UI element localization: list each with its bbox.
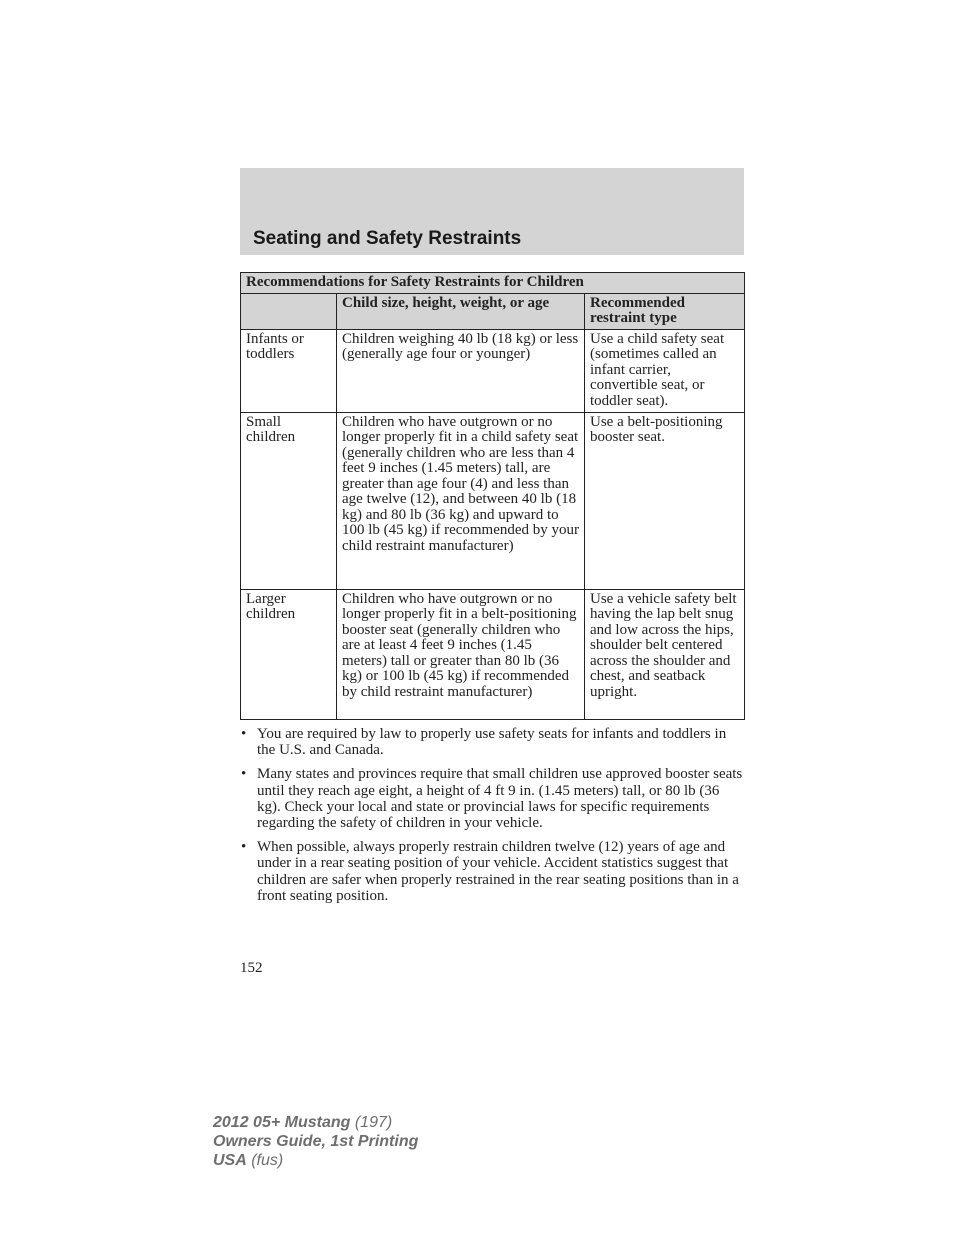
row-size: Children who have outgrown or no longer properly fit in a child safety seat (generally children who are less than 4 feet 9 inches (1.45 meters) tall, are greater than age four (4) and less than age twelve (12), and between 40 lb (18 kg) and 80 lb (36 kg) and upward to 100 lb (45 kg) if recommended by your child restraint manufacturer) bbox=[337, 412, 585, 589]
section-title: Seating and Safety Restraints bbox=[253, 228, 522, 249]
safety-notes-list bbox=[240, 726, 744, 912]
table-header-row bbox=[241, 293, 745, 329]
list-item-text: You are required by law to properly use safety seats for infants and toddlers in the U.S. and Canada. bbox=[257, 726, 727, 759]
row-category: Small children bbox=[241, 412, 337, 589]
row-restraint: Use a vehicle safety belt having the lap belt snug and low across the hips, shoulder belt centered across the shoulder and chest, and seatback upright. bbox=[585, 589, 745, 719]
list-item bbox=[240, 726, 744, 758]
list-item-text: When possible, always properly restrain children twelve (12) years of age and under in a rear seating position of your vehicle. Accident statistics suggest that children are safer when properly restrained in the rear seating positions than in a front seating position. bbox=[257, 839, 739, 904]
list-item bbox=[240, 766, 744, 831]
footer-model-code: (197) bbox=[350, 1114, 393, 1131]
footer-model: 2012 05+ Mustang bbox=[213, 1114, 351, 1131]
table-caption-row bbox=[241, 273, 745, 294]
row-restraint: Use a child safety seat (sometimes called an infant carrier, convertible seat, or toddler seat). bbox=[585, 329, 745, 412]
section-header-band bbox=[240, 168, 744, 255]
footer-line-model bbox=[213, 1113, 418, 1132]
footer-line-market bbox=[213, 1151, 418, 1170]
column-header-restraint: Recommended restraint type bbox=[585, 293, 745, 329]
column-header-size: Child size, height, weight, or age bbox=[337, 293, 585, 329]
table-caption: Recommendations for Safety Restraints for Children bbox=[241, 273, 745, 294]
footer-guide: Owners Guide, 1st Printing bbox=[213, 1133, 419, 1150]
list-item-text: Many states and provinces require that small children use approved booster seats until they reach age eight, a height of 4 ft 9 in. (1.45 meters) tall, or 80 lb (36 kg). Check your local and state or provincial laws for specific requirements regarding the safety of children in your vehicle. bbox=[257, 766, 743, 832]
row-category: Infants or toddlers bbox=[241, 329, 337, 412]
table-row bbox=[241, 589, 745, 719]
column-header-category bbox=[241, 293, 337, 329]
table-row bbox=[241, 412, 745, 589]
list-item bbox=[240, 839, 744, 904]
bullet-icon: • bbox=[241, 839, 247, 856]
page-number: 152 bbox=[240, 960, 263, 976]
bullet-icon: • bbox=[241, 766, 247, 783]
table-row bbox=[241, 329, 745, 412]
row-size: Children weighing 40 lb (18 kg) or less (generally age four or younger) bbox=[337, 329, 585, 412]
footer-line-guide bbox=[213, 1132, 418, 1151]
footer-market: USA bbox=[213, 1152, 247, 1169]
document-footer bbox=[213, 1113, 418, 1170]
bullet-icon: • bbox=[241, 726, 247, 742]
row-category: Larger children bbox=[241, 589, 337, 719]
row-size: Children who have outgrown or no longer properly fit in a belt-positioning booster seat (generally children who are at least 4 feet 9 inches (1.45 meters) tall or greater than 80 lb (36 kg) or 100 lb (45 kg) if recommended by child restraint manufacturer) bbox=[337, 589, 585, 719]
child-restraints-table bbox=[240, 272, 745, 720]
row-restraint: Use a belt-positioning booster seat. bbox=[585, 412, 745, 589]
footer-market-code: (fus) bbox=[246, 1152, 284, 1169]
